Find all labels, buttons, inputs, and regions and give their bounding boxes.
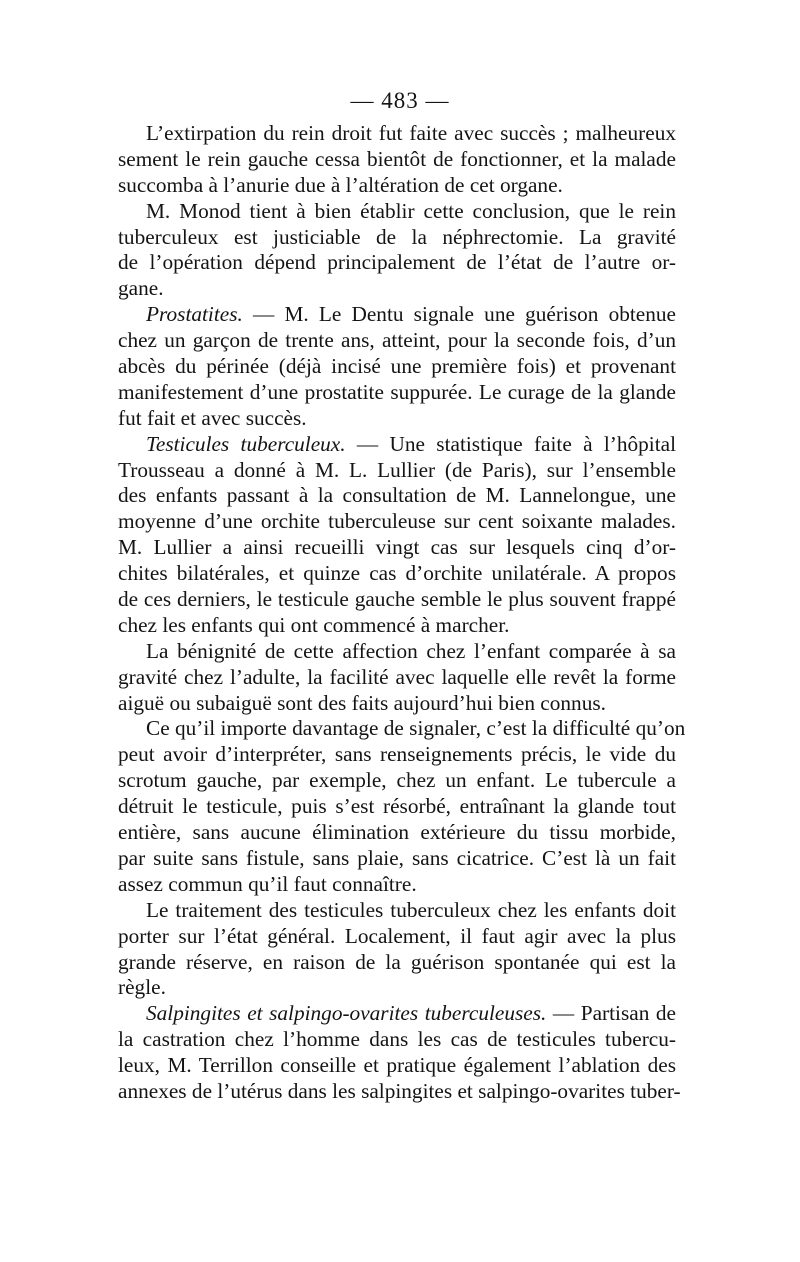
line-text: succomba à l’anurie due à l’altération de cet organe. xyxy=(118,172,563,197)
line-text: Trousseau a donné à M. L. Lullier (de Paris), sur l’ensemble xyxy=(118,457,676,482)
line-text: abcès du périnée (déjà incisé une première fois) et provenant xyxy=(118,354,676,379)
text-line xyxy=(118,354,676,380)
text-line xyxy=(118,380,676,406)
line-text: fut fait et avec succès. xyxy=(118,405,307,430)
line-text: aiguë ou subaiguë sont des faits aujourd’hui bien connus. xyxy=(118,690,606,715)
line-text: La bénignité de cette affection chez l’enfant comparée à sa xyxy=(146,638,676,663)
text-line xyxy=(118,483,676,509)
text-line xyxy=(118,716,686,742)
text-line xyxy=(118,561,676,587)
text-line xyxy=(118,173,676,199)
body-text xyxy=(118,121,686,1105)
text-line xyxy=(118,639,676,665)
text-line xyxy=(118,794,676,820)
text-line xyxy=(118,975,676,1001)
text-line xyxy=(118,1001,676,1027)
line-text: Le traitement des testicules tuberculeux chez les enfants doit xyxy=(146,897,676,922)
line-text: de l’opération dépend principalement de l’état de l’autre or- xyxy=(118,250,676,275)
section-heading: Testicules tuberculeux. xyxy=(146,431,346,456)
line-text: tuberculeux est justiciable de la néphrectomie. La gravité xyxy=(118,224,676,249)
text-line xyxy=(118,950,676,976)
line-text: manifestement d’une prostatite suppurée. Le curage de la glande xyxy=(118,379,676,404)
line-text: grande réserve, en raison de la guérison spontanée qui est la xyxy=(118,949,676,974)
text-line xyxy=(118,742,676,768)
line-text: sement le rein gauche cessa bientôt de fonctionner, et la malade xyxy=(118,146,676,171)
line-text: gravité chez l’adulte, la facilité avec laquelle elle revêt la forme xyxy=(118,664,676,689)
text-line xyxy=(118,872,676,898)
text-line xyxy=(118,302,676,328)
line-text: M. Monod tient à bien établir cette conclusion, que le rein xyxy=(146,198,676,223)
line-text: L’extirpation du rein droit fut faite avec succès ; malheureux xyxy=(146,121,676,145)
text-line xyxy=(118,820,676,846)
line-text: gane. xyxy=(118,276,164,301)
line-text: Ce qu’il importe davantage de signaler, c’est la difficulté qu’on xyxy=(146,716,686,741)
text-line xyxy=(118,432,676,458)
text-line xyxy=(118,121,676,147)
text-line xyxy=(118,458,676,484)
text-line xyxy=(118,665,676,691)
line-text: chites bilatérales, et quinze cas d’orchite unilatérale. A propos xyxy=(118,561,676,586)
line-text: moyenne d’une orchite tuberculeuse sur cent soixante malades. xyxy=(118,509,676,534)
text-line xyxy=(118,199,676,225)
line-text: détruit le testicule, puis s’est résorbé, entraînant la glande tout xyxy=(118,794,676,819)
text-line xyxy=(118,225,676,251)
line-text: des enfants passant à la consultation de M. Lannelongue, une xyxy=(118,483,676,508)
line-text: scrotum gauche, par exemple, chez un enfant. Le tubercule a xyxy=(118,768,676,793)
text-line xyxy=(118,1053,676,1079)
text-line xyxy=(118,587,676,613)
line-text: — Une statistique faite à l’hôpital xyxy=(345,431,677,456)
line-text: règle. xyxy=(118,975,166,1000)
line-text: porter sur l’état général. Localement, il faut agir avec la plus xyxy=(118,923,676,948)
line-text: assez commun qu’il faut connaître. xyxy=(118,871,417,896)
line-text: peut avoir d’interpréter, sans renseignements précis, le vide du xyxy=(118,742,676,767)
text-line xyxy=(118,1078,681,1105)
line-text: par suite sans fistule, sans plaie, sans cicatrice. C’est là un fait xyxy=(118,845,676,870)
text-line xyxy=(118,613,676,639)
text-line xyxy=(118,1027,676,1053)
text-line xyxy=(118,846,676,872)
line-text: leux, M. Terrillon conseille et pratique également l’ablation des xyxy=(118,1053,676,1078)
line-text: M. Lullier a ainsi recueilli vingt cas sur lesquels cinq d’or- xyxy=(118,535,676,560)
text-line xyxy=(118,328,676,354)
line-text: chez les enfants qui ont commencé à marcher. xyxy=(118,612,510,637)
line-text: entière, sans aucune élimination extérieure du tissu morbide, xyxy=(118,820,676,845)
text-line xyxy=(118,535,676,561)
section-heading: Salpingites et salpingo-ovarites tuberculeuses. xyxy=(146,1001,547,1026)
text-line xyxy=(118,509,676,535)
line-text: la castration chez l’homme dans les cas de testicules tubercu- xyxy=(118,1027,676,1052)
line-text: de ces derniers, le testicule gauche semble le plus souvent frappé xyxy=(118,587,676,612)
line-text: annexes de l’utérus dans les salpingites et salpingo-ovarites tuber- xyxy=(118,1078,681,1103)
section-heading: Prostatites. xyxy=(146,302,243,327)
text-line xyxy=(118,691,676,717)
text-line xyxy=(118,250,676,276)
text-line xyxy=(118,406,676,432)
text-line xyxy=(118,768,676,794)
line-text: — Partisan de xyxy=(546,1001,676,1026)
page-number: — 483 — xyxy=(350,88,450,113)
text-line xyxy=(118,924,676,950)
text-line xyxy=(118,147,676,173)
text-line xyxy=(118,898,676,924)
line-text: chez un garçon de trente ans, atteint, pour la seconde fois, d’un xyxy=(118,328,676,353)
line-text: — M. Le Dentu signale une guérison obtenue xyxy=(242,302,676,327)
text-line xyxy=(118,276,676,302)
